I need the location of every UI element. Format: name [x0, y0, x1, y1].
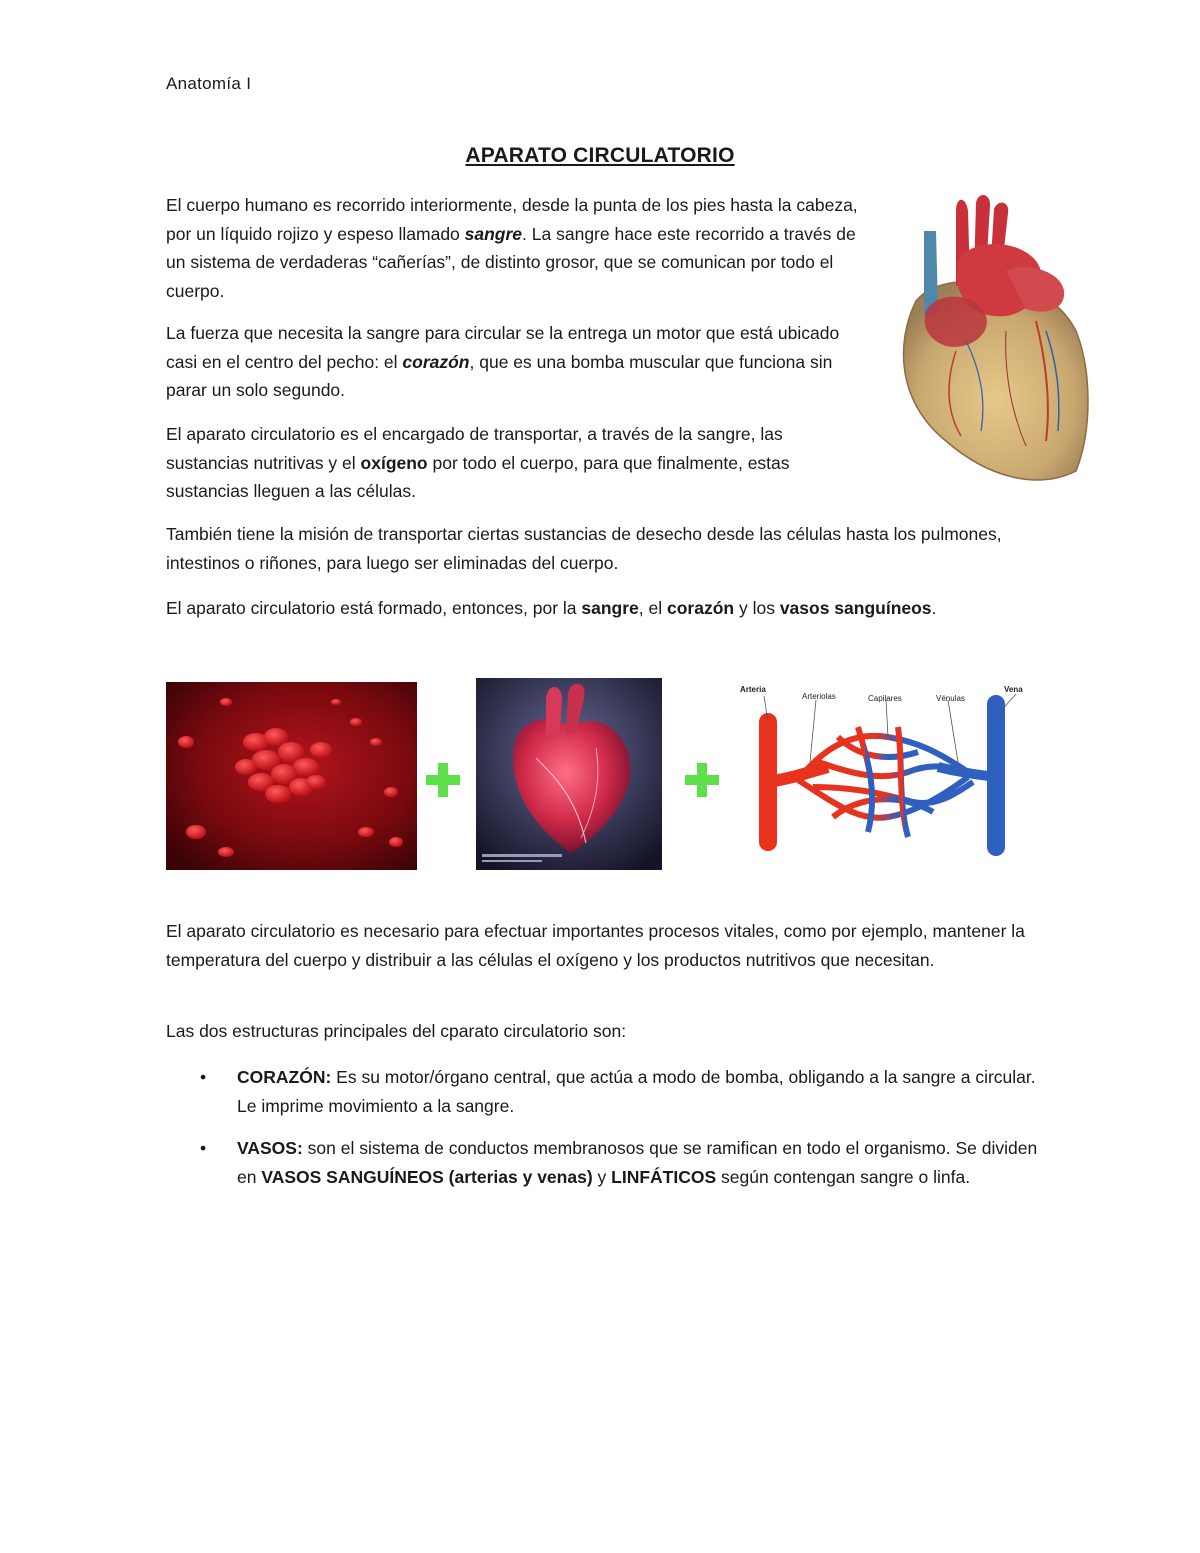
plus-icon	[682, 760, 722, 800]
bullet-icon: •	[200, 1067, 207, 1087]
paragraph-intro: El cuerpo humano es recorrido interiormente, desde la punta de los pies hasta la cabeza, por un líquido rojizo y espeso llamado sangre. La sangre hace este recorrido a través de un sistema de verdaderas “cañerías”, de distinto grosor, que se comunican por todo el cuerpo.	[166, 195, 858, 302]
vessels-drawing	[738, 682, 1038, 864]
blood-vessels-diagram	[738, 682, 1038, 864]
emphasis-oxigeno: oxígeno	[360, 452, 428, 473]
anatomical-heart-image	[886, 191, 1090, 487]
paragraph-structures-intro: Las dos estructuras principales del cparato circulatorio son:	[166, 1021, 627, 1041]
page-title: APARATO CIRCULATORIO	[465, 144, 735, 167]
page-header: Anatomía I	[166, 74, 252, 93]
list-item-vasos: • VASOS: son el sistema de conductos membranosos que se ramifican en todo el organismo. Se dividen en VASOS SANGUÍNEOS (arterias y venas) y LINFÁTICOS según contengan sangre o linfa.	[166, 1134, 1056, 1191]
label-vena: Vena	[1004, 685, 1023, 694]
paragraph-heart: La fuerza que necesita la sangre para circular se la entrega un motor que está ubicado casi en el centro del pecho: el corazón, que es una bomba muscular que funciona sin parar un solo segundo.	[166, 323, 840, 401]
plus-icon	[423, 760, 463, 800]
paragraph-components: El aparato circulatorio está formado, entonces, por la sangre, el corazón y los vasos sanguíneos.	[166, 598, 937, 618]
label-arteria: Arteria	[740, 685, 766, 694]
label-venulas: Vénulas	[936, 694, 965, 703]
bullet-icon: •	[200, 1138, 207, 1159]
label-capilares: Capilares	[868, 694, 902, 703]
term-corazon: CORAZÓN:	[237, 1067, 332, 1087]
emphasis-corazon: corazón	[402, 351, 470, 372]
term-vasos: VASOS:	[237, 1138, 303, 1159]
structures-list	[166, 1063, 1056, 1206]
list-item-corazon: • CORAZÓN: Es su motor/órgano central, que actúa a modo de bomba, obligando a la sangre a circular. Le imprime movimiento a la sangre.	[166, 1063, 1056, 1120]
label-arteriolas: Arteriolas	[802, 692, 836, 701]
paragraph-vital-processes: El aparato circulatorio es necesario para efectuar importantes procesos vitales, como por ejemplo, mantener la temperatura del cuerpo y distribuir a las células el oxígeno y los productos nutritivos que necesitan.	[166, 921, 1025, 970]
paragraph-function: El aparato circulatorio es el encargado de transportar, a través de la sangre, las sustancias nutritivas y el oxígeno por todo el cuerpo, para que finalmente, estas sustancias lleguen a las células.	[166, 424, 790, 502]
paragraph-waste: También tiene la misión de transportar ciertas sustancias de desecho desde las células hasta los pulmones, intestinos o riñones, para luego ser eliminadas del cuerpo.	[166, 524, 1002, 573]
emphasis-sangre: sangre	[464, 223, 523, 244]
heart-3d-image	[476, 678, 662, 870]
blood-cells-image	[166, 682, 417, 870]
